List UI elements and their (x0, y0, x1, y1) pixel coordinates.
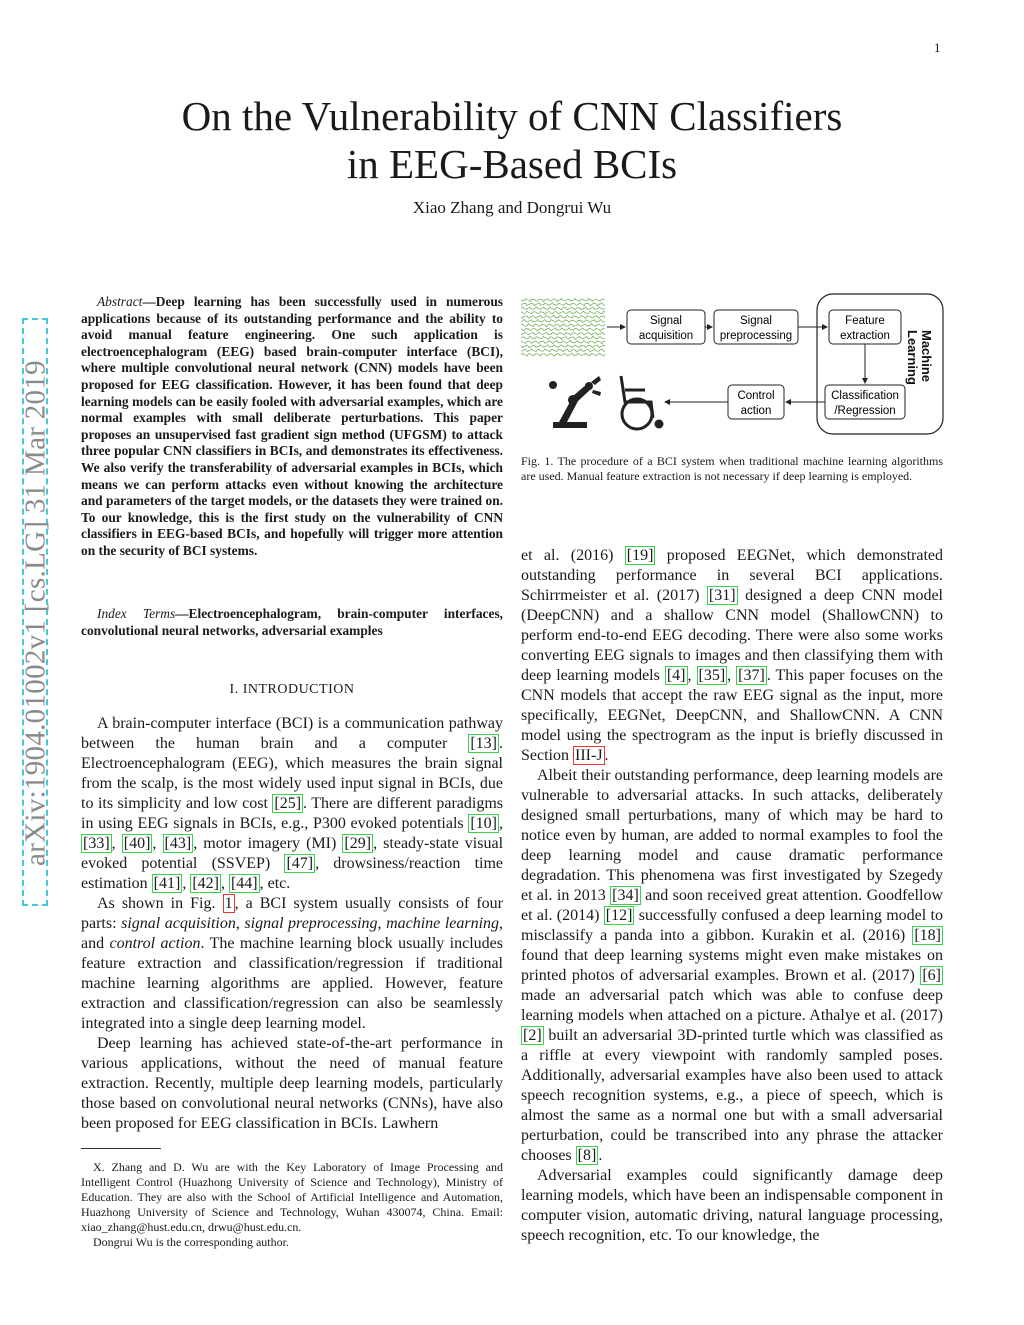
intro-paragraph-2: As shown in Fig. 1 , a BCI system usually consists of four parts: signal acquisition, signal preprocessing, machine learning, and control action. The machine learning block usually includes feature extraction and classification/regression if traditional machine learning algorithms are applied. However, feature extraction and classification/regression can also be seamlessly integrated into a single deep learning model. (81, 895, 504, 1032)
citation[interactable]: [18] (914, 927, 941, 944)
eeg-channel-trace (521, 345, 605, 348)
intro-paragraph-3: Deep learning has achieved state-of-the-art performance in various applications, without the need of manual feature extraction. Recently, multiple deep learning models, particularly those based on convolutional neural networks (CNNs), have also been proposed for EEG classification in BCIs. Lawhern (81, 1035, 503, 1132)
signal-acquisition-box (627, 310, 705, 344)
section-heading: I. INTRODUCTION (229, 682, 355, 697)
section-link[interactable]: III-J (575, 747, 603, 764)
eeg-channel-trace (521, 315, 605, 318)
citation[interactable]: [19] (626, 547, 654, 564)
citation[interactable]: [8] (577, 1147, 597, 1164)
citation[interactable]: [13] (470, 735, 497, 752)
intro-paragraph-1: A brain-computer interface (BCI) is a communication pathway between the human brain and a computer [13] . Electroencephalogram (EEG), which measures the brain signal from the scalp, is the most widely used input signal in BCIs, due to its simplicity and low cost [25] . There are different paradigms in using EEG signals in BCIs, e.g., P300 evoked potentials [10] , [33] , [40] , [43] , motor imagery (MI) [29] , steady-state visual evoked potential (SSVEP) [47] , drowsiness/reaction time estimation [41] , [42] , [44] , etc. (81, 715, 504, 892)
svg-text:extraction: extraction (840, 330, 890, 342)
eeg-channel-trace (521, 298, 605, 301)
intro-left-column (81, 714, 503, 1134)
footnote-rule (81, 1148, 161, 1149)
footnote (81, 1160, 503, 1250)
svg-text:acquisition: acquisition (638, 330, 694, 342)
citation[interactable]: [25] (274, 795, 302, 812)
footnote-affiliation: X. Zhang and D. Wu are with the Key Laboratory of Image Processing and Intelligent Control (Huazhong University of Science and Technology), Ministry of Education. They are also with the School of Artificial Intelligence and Automation, Huazhong University of Science and Technology, Wuhan 430074, China. Email: xiao_zhang@hust.edu.cn, drwu@hust.edu.cn. (81, 1160, 503, 1234)
eeg-channel-trace (521, 324, 605, 327)
svg-text:Signal: Signal (740, 315, 772, 327)
intro-right-column (521, 546, 943, 1246)
page-number: 1 (934, 40, 941, 55)
robot-arm-icon (549, 376, 601, 428)
paper-title (0, 92, 1024, 188)
citation[interactable]: [4] (666, 667, 686, 684)
title-line-2: in EEG-Based BCIs (346, 141, 678, 187)
citation[interactable]: [43] (164, 835, 192, 852)
abstract (81, 294, 503, 560)
index-terms-text: —Electroencephalogram, brain-computer interfaces, convolutional neural networks, adversarial examples (81, 606, 503, 638)
svg-text:Classification: Classification (831, 390, 899, 402)
eeg-channel-trace (521, 332, 605, 335)
feature-extraction-box (829, 310, 901, 344)
eeg-channel-trace (521, 340, 605, 343)
eeg-channel-trace (521, 319, 605, 322)
signal-preprocessing-box (714, 310, 798, 344)
citation[interactable]: [44] (230, 875, 258, 892)
citation[interactable]: [10] (470, 815, 497, 832)
citation[interactable]: [2] (523, 1027, 542, 1044)
control-action-box (728, 385, 784, 419)
index-terms-label: Index Terms (97, 606, 176, 621)
classification-box (825, 385, 905, 419)
citation[interactable]: [40] (123, 835, 151, 852)
arxiv-stamp-text: arXiv:1904.01002v1 [cs.LG] 31 Mar 2019 (19, 360, 52, 866)
figure-caption: Fig. 1. The procedure of a BCI system when traditional machine learning algorithms are used. Manual feature extraction is not necessary if deep learning is employed. (521, 454, 943, 483)
svg-text:Control: Control (737, 390, 775, 402)
citation[interactable]: [29] (344, 835, 372, 852)
eeg-signal-icon (521, 298, 605, 356)
right-paragraph-2: Albeit their outstanding performance, deep learning models are vulnerable to adversarial attacks. In such attacks, deliberately designed small perturbations, many of which may be hard to notice even by human, are added to normal examples to fool the deep learning model and cause dramatic performance degradation. This phenomena was first investigated by Szegedy et al. in 2013 [34] and soon received great attention. Goodfellow et al. (2014) [12] successfully confused a deep learning model to misclassify a panda into a gibbon. Kurakin et al. (2016) [18] found that deep learning systems might even make mistakes on printed photos of adversarial examples. Brown et al. (2017) [6] made an adversarial patch which was able to confuse deep learning models when attached on a picture. Athalye et al. (2017) [2] built an adversarial 3D-printed turtle which was classified as a riffle at every viewpoint with randomly sampled poses. Additionally, adversarial examples have also been used to attack speech recognition systems, e.g., a piece of speech, which is almost the same as a normal one but with a small adversarial perturbation, could be transcribed into any phrase the attacker chooses [8] . (521, 767, 944, 1164)
eeg-channel-trace (521, 303, 605, 306)
abstract-text: —Deep learning has been successfully used in numerous applications because of its outstanding performance and the ability to avoid manual feature engineering. One such application is electroencephalogram (EEG) based brain-computer interface (BCI), where multiple convolutional neural network (CNN) models have been proposed for EEG classification. However, it has been found that deep learning models can be easily fooled with adversarial examples, which are normal examples with small deliberate perturbations. This paper proposes an unsupervised fast gradient sign method (UFGSM) to attack three popular CNN classifiers in BCIs, and demonstrates its effectiveness. We also verify the transferability of adversarial examples in BCIs, which means we can perform attacks even without knowing the architecture and parameters of the target models, or the datasets they were trained on. To our knowledge, this is the first study on the vulnerability of CNN classifiers in EEG-based BCIs, and hopefully will trigger more attention on the security of BCI systems. (81, 294, 503, 558)
machine-learning-label: Machine Learning (905, 330, 934, 385)
citation[interactable]: [33] (83, 835, 110, 852)
citation[interactable]: [47] (286, 855, 314, 872)
arxiv-stamp (19, 318, 52, 908)
svg-text:/Regression: /Regression (834, 405, 896, 417)
figure-link[interactable]: 1 (224, 895, 233, 912)
index-terms (81, 606, 503, 639)
right-paragraph-1: et al. (2016) [19] proposed EEGNet, which demonstrated outstanding performance in several BCI applications. Schirrmeister et al. (2017) [31] designed a deep CNN model (DeepCNN) and a shallow CNN model (ShallowCNN) to perform end-to-end EEG decoding. There were also some works converting EEG signals to images and then classifying them with deep learning models [4] , [35] , [37] . This paper focuses on the CNN models that accept the raw EEG signal as the input, more specifically, EEGNet, DeepCNN, and ShallowCNN. A CNN model using the spectrogram as the input is briefly discussed in Section III-J . (521, 547, 944, 764)
abstract-label: Abstract (97, 294, 143, 309)
citation[interactable]: [12] (605, 907, 633, 924)
footnote-corresponding: Dongrui Wu is the corresponding author. (93, 1235, 289, 1249)
right-paragraph-3: Adversarial examples could significantly damage deep learning models, which have been an indispensable component in computer vision, automatic driving, natural language processing, speech recognition, etc. To our knowledge, the (521, 1167, 943, 1244)
authors: Xiao Zhang and Dongrui Wu (412, 198, 612, 217)
citation[interactable]: [41] (153, 875, 181, 892)
citation[interactable]: [34] (612, 887, 639, 904)
eeg-channel-trace (521, 307, 605, 310)
eeg-channel-trace (521, 336, 605, 339)
citation[interactable]: [31] (708, 587, 736, 604)
eeg-channel-trace (521, 349, 605, 352)
eeg-channel-trace (521, 311, 605, 314)
eeg-channel-trace (521, 353, 605, 356)
citation[interactable]: [37] (738, 667, 765, 684)
citation[interactable]: [35] (698, 667, 726, 684)
svg-text:action: action (740, 405, 772, 417)
title-line-1: On the Vulnerability of CNN Classifiers (181, 93, 843, 139)
wheelchair-icon (621, 376, 662, 429)
bci-procedure-figure (521, 290, 949, 440)
svg-text:preprocessing: preprocessing (719, 330, 793, 342)
svg-text:Feature: Feature (845, 315, 885, 327)
eeg-channel-trace (521, 328, 605, 331)
svg-text:Signal: Signal (650, 315, 682, 327)
citation[interactable]: [6] (922, 967, 941, 984)
citation[interactable]: [42] (192, 875, 219, 892)
